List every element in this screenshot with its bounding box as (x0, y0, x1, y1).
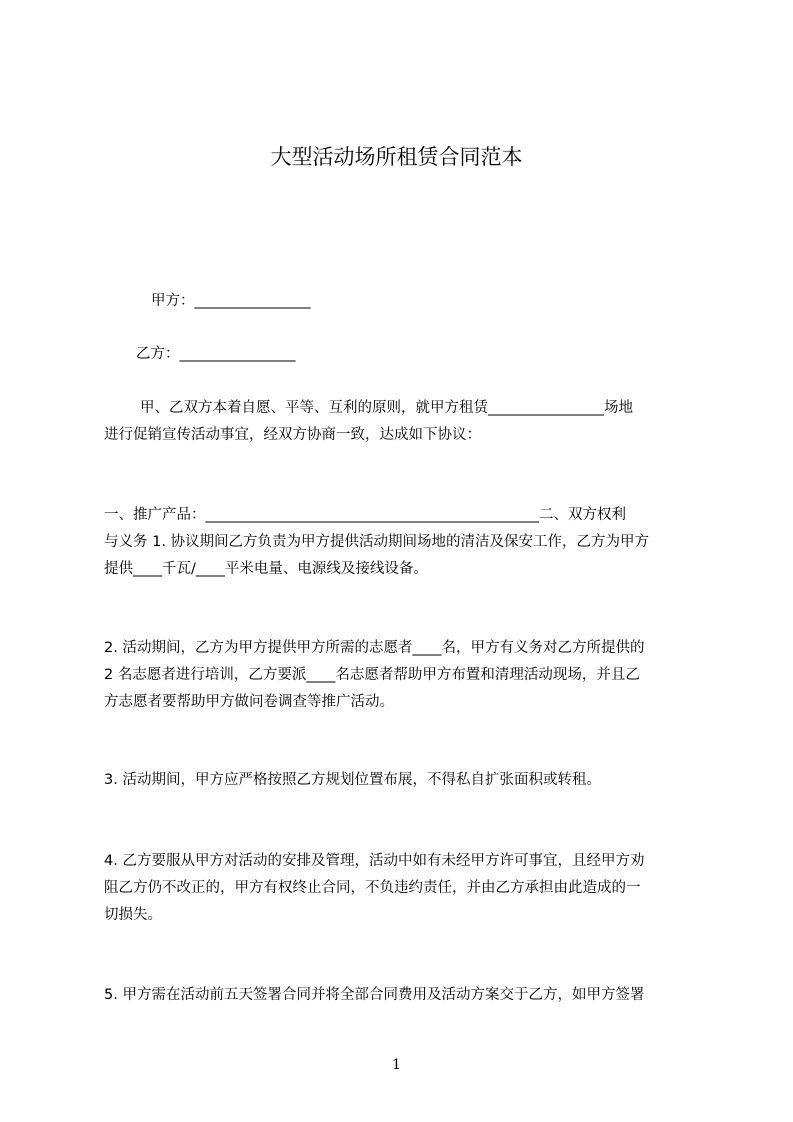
page-number: 1 (392, 1057, 401, 1073)
intro-line-1: 甲、乙双方本着自愿、平等、互利的原则，就甲方租赁________________场地 (140, 400, 633, 416)
section1-line-3: 提供____千瓦/____平米电量、电源线及接线设备。 (104, 561, 428, 577)
item2-line-3: 方志愿者要帮助甲方做问卷调查等推广活动。 (104, 694, 394, 710)
section1-line-2: 与义务 1. 协议期间乙方负责为甲方提供活动期间场地的清洁及保安工作，乙方为甲方 (104, 534, 650, 550)
item3-line-1: 3. 活动期间，甲方应严格按照乙方规划位置布展，不得私自扩张面积或转租。 (104, 772, 601, 788)
document-title: 大型活动场所租赁合同范本 (270, 145, 523, 169)
item4-line-3: 切损失。 (104, 907, 162, 923)
item4-line-1: 4. 乙方要服从甲方对活动的安排及管理，活动中如有未经甲方许可事宜，且经甲方劝 (104, 853, 645, 869)
item2-line-2: 2 名志愿者进行培训，乙方要派____名志愿者帮助甲方布置和清理活动现场，并且乙 (104, 667, 640, 683)
party-b-line: 乙方：________________ (136, 346, 296, 362)
item5-line-1: 5. 甲方需在活动前五天签署合同并将全部合同费用及活动方案交于乙方，如甲方签署 (104, 987, 645, 1003)
item4-line-2: 阻乙方仍不改正的，甲方有权终止合同，不负违约责任，并由乙方承担由此造成的一 (104, 880, 641, 896)
section1-line-1: 一、推广产品：______________________________________________二、双方权利 (104, 507, 626, 523)
party-a-line: 甲方：________________ (151, 293, 311, 309)
item2-line-1: 2. 活动期间，乙方为甲方提供甲方所需的志愿者____名，甲方有义务对乙方所提供的 (104, 640, 645, 656)
intro-line-2: 进行促销宣传活动事宜，经双方协商一致，达成如下协议： (104, 427, 481, 443)
